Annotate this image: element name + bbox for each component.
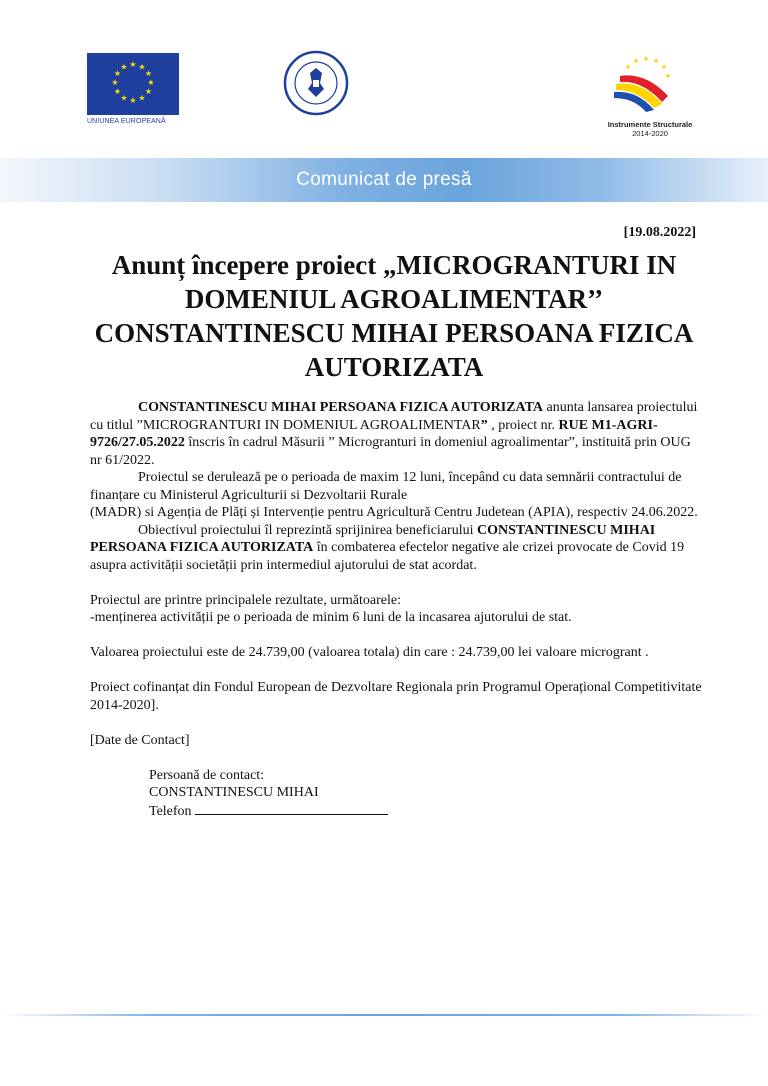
p1-text-b: , proiect nr. (487, 417, 559, 433)
svg-text:★: ★ (147, 78, 155, 87)
paragraph-results-intro: Proiectul are printre principalele rezultate, următoarele: (90, 592, 401, 608)
paragraph-2b: (MADR) si Agenția de Plăți și Intervenție pentru Agricultură Centru Judetean (APIA), respectiv 24.06.2022. (90, 505, 698, 520)
document-body (90, 399, 702, 820)
svg-text:★: ★ (664, 72, 672, 80)
svg-text:★: ★ (144, 87, 153, 96)
paragraph-results-item: -menținerea activității pe o perioada de minim 6 luni de la incasarea ajutorului de stat. (90, 610, 572, 625)
svg-text:★: ★ (129, 96, 137, 105)
svg-text:★: ★ (642, 55, 650, 63)
contact-name: CONSTANTINESCU MIHAI (149, 785, 319, 800)
phone-blank-line (195, 802, 388, 815)
beneficiary-name-2: CONSTANTINESCU MIHAI PERSOANA FIZICA AUTORIZATA (90, 522, 656, 555)
is-caption-line2: 2014-2020 (632, 129, 668, 138)
paragraph-value: Valoarea proiectului este de 24.739,00 (valoarea totala) din care : 24.739,00 lei valoare microgrant . (90, 645, 649, 660)
paragraph-3 (90, 522, 702, 575)
svg-text:★: ★ (652, 57, 660, 65)
is-caption-line1: Instrumente Structurale (607, 120, 693, 129)
p1-text-a: anunta lansarea proiectului cu titlul ”MICROGRANTURI IN DOMENIUL AGROALIMENTAR (90, 400, 698, 433)
contact-section-heading: [Date de Contact] (90, 732, 190, 748)
footer-divider (0, 1014, 768, 1016)
government-seal-logo (283, 50, 349, 116)
svg-text:★: ★ (120, 62, 128, 72)
svg-text:★: ★ (660, 63, 668, 71)
contact-phone-label: Telefon (149, 803, 196, 819)
svg-text:★: ★ (138, 62, 146, 72)
paragraph-2: Proiectul se derulează pe o perioada de maxim 12 luni, începând cu data semnării contractului de finanțare cu Ministerul Agriculturii si Dezvoltarii Rurale (90, 470, 682, 503)
instrumente-structurale-caption (590, 120, 710, 138)
svg-text:★: ★ (113, 69, 122, 78)
beneficiary-name: CONSTANTINESCU MIHAI PERSOANA FIZICA AUTORIZATA (138, 400, 544, 415)
contact-phone (149, 802, 702, 821)
svg-text:★: ★ (144, 69, 153, 78)
document-date: [19.08.2022] (623, 225, 696, 240)
eu-flag-logo (87, 53, 179, 115)
contact-label: Persoană de contact: (149, 767, 265, 783)
eu-stars-icon (87, 53, 179, 115)
svg-text:★: ★ (632, 57, 640, 65)
project-number: RUE M1-AGRI-9726/27.05.2022 (90, 417, 658, 450)
p3-text-b: în combaterea efectelor negative ale crizei provocate de Covid 19 asupra activității societății prin intermediul ajutorului de stat acordat. (90, 540, 685, 573)
document-title: Anunț începere proiect „MICROGRANTURI IN DOMENIUL AGROALIMENTAR’’ CONSTANTINESCU MIHAI PERSOANA FIZICA AUTORIZATA (94, 250, 694, 382)
paragraph-1 (90, 399, 702, 469)
p3-text-a: Obiectivul proiectului îl reprezintă sprijinirea beneficiarului (138, 522, 477, 538)
svg-text:★: ★ (113, 87, 122, 96)
p1-text-c: înscris în cadrul Măsurii ” Microgranturi in domeniul agroalimentar”, instituită prin OUG nr 61/2022. (90, 435, 691, 468)
svg-text:★: ★ (111, 78, 119, 87)
svg-text:★: ★ (120, 93, 128, 103)
p1-quote: ” (480, 417, 488, 433)
banner-title: Comunicat de presă (296, 169, 472, 190)
svg-text:★: ★ (129, 60, 137, 69)
paragraph-cofinancing: Proiect cofinanțat din Fondul European de Dezvoltare Regionala prin Programul Operațional Competitivitate 2014-2020]. (90, 680, 702, 713)
eu-caption: UNIUNEA EUROPEANĂ (87, 118, 166, 125)
instrumente-structurale-logo (608, 52, 680, 114)
svg-text:★: ★ (138, 93, 146, 103)
svg-text:★: ★ (624, 63, 632, 71)
